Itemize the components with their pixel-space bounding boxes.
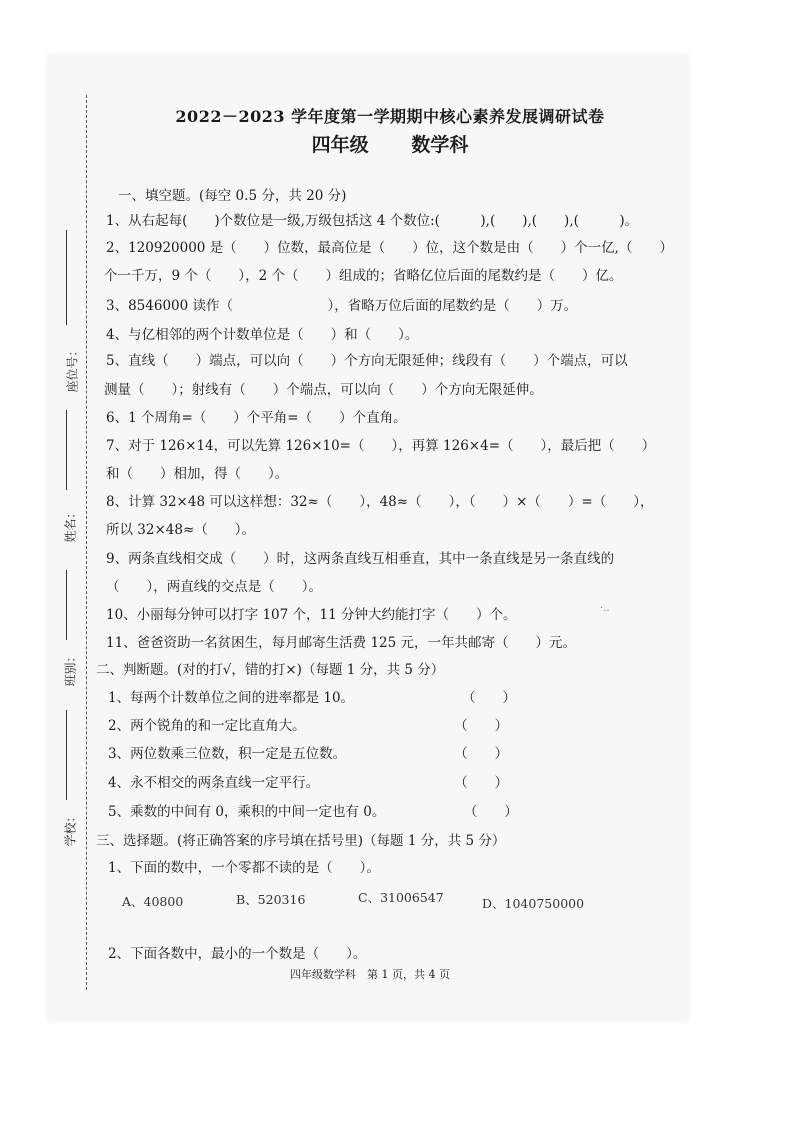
judgment-item: 5、乘数的中间有 0，乘积的中间一定也有 0。 （ ） xyxy=(108,804,518,820)
question-line: 4、与亿相邻的两个计数单位是（ ）和（ ）。 xyxy=(106,327,419,343)
school-label: 学校： xyxy=(63,810,78,847)
choice-option-b: B、520316 xyxy=(236,892,306,907)
question-line: 和（ ）相加，得（ ）。 xyxy=(106,466,289,482)
question-line: 测量（ ）；射线有（ ）个端点，可以向（ ）个方向无限延伸。 xyxy=(104,382,543,398)
question-line: （ ），两直线的交点是（ ）。 xyxy=(106,579,322,595)
question-line: 2、120920000 是（ ）位数，最高位是（ ）位，这个数是由（ ）个一亿,（ ） xyxy=(106,240,673,256)
section-heading-true-false: 二、判断题。(对的打√，错的打×)（每题 1 分，共 5 分） xyxy=(96,662,445,678)
grade-label: 四年级 xyxy=(311,134,369,156)
question-line: 5、直线（ ）端点，可以向（ ）个方向无限延伸；线段有（ ）个端点，可以 xyxy=(106,353,628,369)
choice-option-d: D、1040750000 xyxy=(482,896,585,911)
question-line: 10、小丽每分钟可以打字 107 个，11 分钟大约能打字（ ）个。 xyxy=(106,607,517,623)
seat-label: 座位号： xyxy=(65,344,80,393)
question-line: 6、1 个周角=（ ）个平角=（ ）个直角。 xyxy=(106,410,407,426)
class-label: 班别： xyxy=(63,650,78,687)
question-line: 8、计算 32×48 可以这样想：32≈（ ），48≈（ ），（ ）×（ ）=（ ）， xyxy=(106,494,654,510)
name-label: 姓名： xyxy=(63,506,78,543)
choice-question: 1、下面的数中，一个零都不读的是（ ）。 xyxy=(108,860,380,876)
exam-subtitle xyxy=(130,130,650,157)
section-heading-fill-blank: 一、填空题。(每空 0.5 分，共 20 分) xyxy=(118,188,347,204)
judgment-item: 4、永不相交的两条直线一定平行。 （ ） xyxy=(108,775,509,791)
page-footer: 四年级数学科 第 1 页，共 4 页 xyxy=(290,968,450,981)
binding-line xyxy=(86,95,87,990)
choice-question: 2、下面各数中，最小的一个数是（ ）。 xyxy=(108,946,367,962)
question-line: 9、两条直线相交成（ ）时，这两条直线互相垂直，其中一条直线是另一条直线的 xyxy=(106,551,615,567)
seat-blank xyxy=(66,230,67,325)
judgment-item: 1、每两个计数单位之间的进率都是 10。 （ ） xyxy=(108,690,517,706)
subject-label: 数学科 xyxy=(411,134,469,156)
judgment-item: 2、两个锐角的和一定比直角大。 （ ） xyxy=(108,718,509,734)
name-blank xyxy=(66,410,67,490)
question-line: 11、爸爸资助一名贫困生，每月邮寄生活费 125 元，一年共邮寄（ ）元。 xyxy=(106,635,577,651)
question-line: 所以 32×48≈（ ）。 xyxy=(106,522,256,538)
question-line: 7、对于 126×14，可以先算 126×10=（ ），再算 126×4=（ ），最后把（ ） xyxy=(106,438,656,454)
scan-speck: ·.. xyxy=(600,603,610,614)
class-blank xyxy=(66,570,67,640)
choice-option-c: C、31006547 xyxy=(358,890,444,905)
question-line: 3、8546000 读作（ ），省略万位后面的尾数约是（ ）万。 xyxy=(106,298,578,314)
exam-title: 2022－2023 学年度第一学期期中核心素养发展调研试卷 xyxy=(175,107,605,126)
question-line: 个一千万，9 个（ ），2 个（ ）组成的；省略亿位后面的尾数约是（ ）亿。 xyxy=(104,268,623,284)
school-blank xyxy=(66,710,67,800)
choice-option-a: A、40800 xyxy=(122,894,184,909)
question-line: 1、从右起每( )个数位是一级,万级包括这 4 个数位:( ),( ),( ),( )。 xyxy=(106,213,639,229)
section-heading-multiple-choice: 三、选择题。(将正确答案的序号填在括号里)（每题 1 分，共 5 分） xyxy=(96,833,506,849)
judgment-item: 3、两位数乘三位数，积一定是五位数。 （ ） xyxy=(108,746,509,762)
